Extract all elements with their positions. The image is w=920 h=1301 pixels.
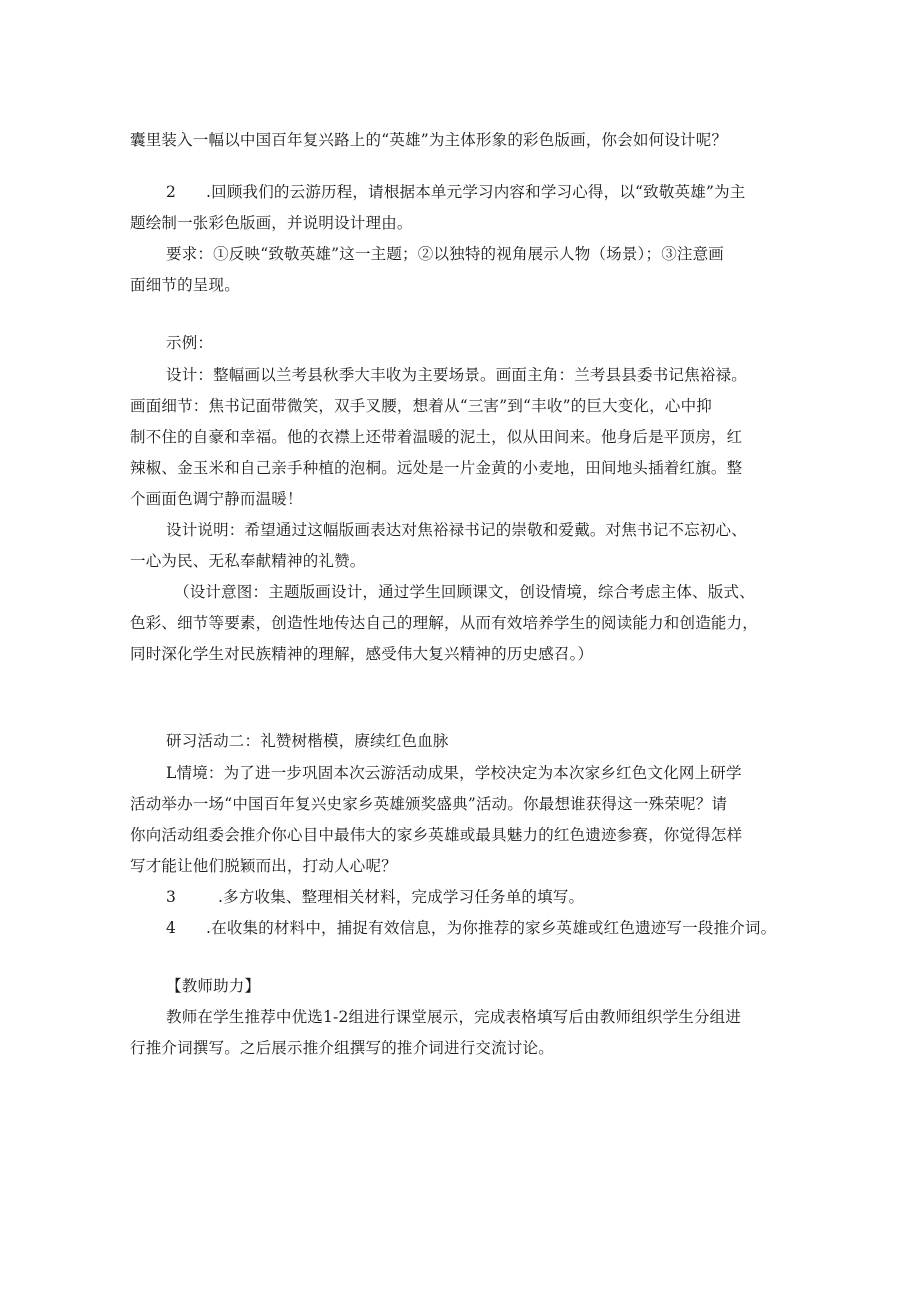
line-text: 面细节的呈现。 [130,276,240,294]
line-text: 写才能让他们脱颖而出，打动人心呢？ [130,857,397,875]
item-text: .回顾我们的云游历程，请根据本单元学习内容和学习心得，以“致敬英雄”为主 [206,183,746,201]
line-text: 个画面色调宁静而温暖！ [130,490,303,508]
example-heading: 示例： [166,334,214,352]
line-text: 活动举办一场“中国百年复兴史家乡英雄颁奖盛典”活动。你最想谁获得这一殊荣呢？请 [130,795,728,813]
line-text: 辣椒、金玉米和自己亲手种植的泡桐。远处是一片金黄的小麦地，田间地头插着红旗。整 [130,459,743,477]
teacher-heading: 【教师助力】 [166,977,261,995]
item-3 [166,886,800,908]
line-design-note: 设计说明：希望通过这幅版画表达对焦裕禄书记的崇敬和爱戴。对焦书记不忘初心、 [166,521,747,539]
item-number: 4 [166,919,177,937]
line-text: 制不住的自豪和幸福。他的衣襟上还带着温暖的泥土，似从田间来。他身后是平顶房，红 [130,428,743,446]
line-text: 画面细节：焦书记面带微笑，双手叉腰，想着从“三害”到“丰收”的巨大变化，心中抑 [130,397,712,415]
line-scenario: L情境：为了进一步巩固本次云游活动成果，学校决定为本次家乡红色文化网上研学 [166,764,742,782]
item-number: 3 [166,888,177,906]
line-text: 一心为民、无私奉献精神的礼赞。 [130,552,366,570]
line-intro: 囊里装入一幅以中国百年复兴路上的“英雄”为主体形象的彩色版画，你会如何设计呢？ [130,131,728,149]
line-text: 同时深化学生对民族精神的理解，感受伟大复兴精神的历史感召。） [130,645,594,663]
line-text: 色彩、细节等要素，创造性地传达自己的理解，从而有效培养学生的阅读能力和创造能力， [130,614,759,632]
item-text: .多方收集、整理相关材料，完成学习任务单的填写。 [218,888,585,906]
item-4 [166,917,800,939]
line-intent: （设计意图：主题版画设计，通过学生回顾课文，创设情境，综合考虑主体、版式、 [174,583,755,601]
item-2 [166,181,800,203]
line-text: 题绘制一张彩色版画，并说明设计理由。 [130,214,413,232]
line-design: 设计：整幅画以兰考县秋季大丰收为主要场景。画面主角：兰考县县委书记焦裕禄。 [166,366,747,384]
line-text: 行推介词撰写。之后展示推介组撰写的推介词进行交流讨论。 [130,1039,554,1057]
line-text: 你向活动组委会推介你心目中最伟大的家乡英雄或最具魅力的红色遗迹参赛，你觉得怎样 [130,826,743,844]
line-teacher: 教师在学生推荐中优选1-2组进行课堂展示，完成表格填写后由教师组织学生分组进 [166,1008,742,1026]
item-number: 2 [166,183,177,201]
activity-heading: 研习活动二：礼赞树楷模，赓续红色血脉 [166,732,449,750]
item-text: .在收集的材料中，捕捉有效信息，为你推荐的家乡英雄或红色遗迹写一段推介词。 [206,919,777,937]
line-requirement: 要求：①反映“致敬英雄”这一主题；②以独特的视角展示人物（场景）；③注意画 [166,245,725,263]
